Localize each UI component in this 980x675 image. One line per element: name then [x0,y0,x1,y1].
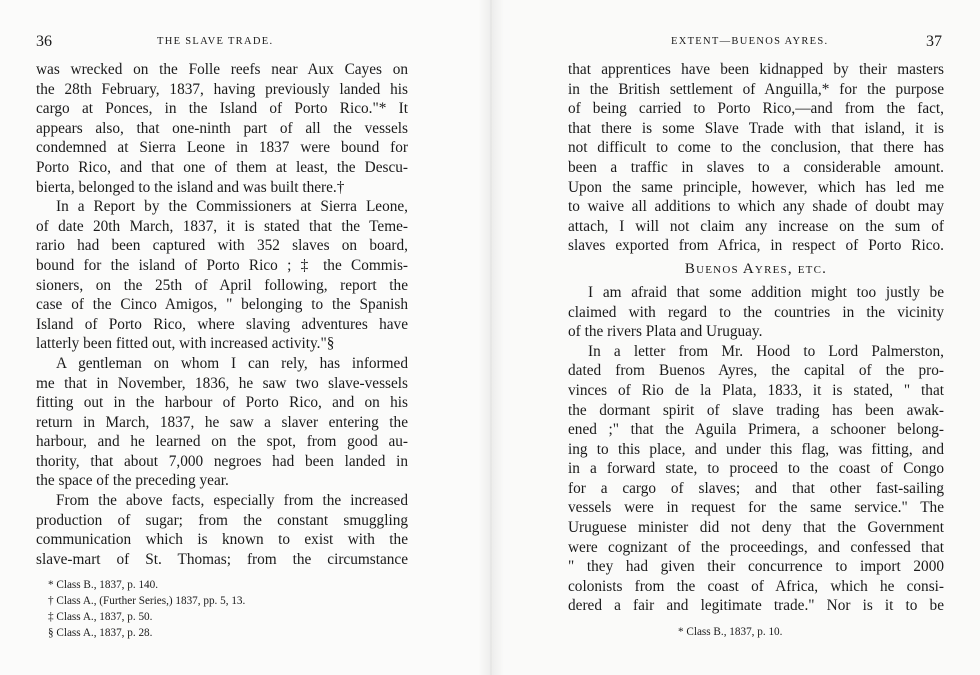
text-line: rario had been captured with 352 slaves on board, [36,237,408,255]
text-line: A gentleman on whom I can rely, has informed [56,354,408,372]
text-line: condemned at Sierra Leone in 1837 were bound for [36,139,408,157]
text-line: vinces of Rio de la Plata, 1833, it is stated, " that [568,381,944,399]
text-line: production of sugar; from the constant smuggling [36,511,408,529]
text-line: of being carried to Porto Rico,—and from the fact, [568,100,944,118]
section-heading: Buenos Ayres, etc. [684,260,828,277]
text-line: me that in November, 1836, he saw two slave-vessels [36,374,408,392]
text-line: fitting out in the harbour of Porto Rico, and on his [36,394,408,412]
text-line: dated from Buenos Ayres, the capital of the pro- [568,362,944,380]
left-running-head: THE SLAVE TRADE. [157,36,274,47]
book-gutter [478,0,504,675]
text-line: communication which is known to exist with the [36,531,408,549]
footnote: * Class B., 1837, p. 140. [48,579,159,591]
text-line: ened ;" that the Aguila Primera, a schooner belong- [568,421,944,439]
text-line: return in March, 1837, he saw a slaver entering the [36,413,408,431]
text-line: cargo at Ponces, in the Island of Porto Rico."* It [36,100,408,118]
text-line: slave-mart of St. Thomas; from the circumstance [36,550,408,568]
left-page-number: 36 [36,33,52,50]
text-line: in the British settlement of Anguilla,* for the purpose [568,80,944,98]
text-line: the dormant spirit of slave trading has been awak- [568,401,944,419]
text-line: was wrecked on the Folle reefs near Aux Cayes on [36,61,408,78]
footnote: § Class A., 1837, p. 28. [48,627,153,639]
text-line: for a cargo of slaves; and that other fast-sailing [568,479,944,497]
text-line: latterly been fitted out, with increased activity."§ [36,335,335,353]
text-line: appears also, that one-ninth part of all the vessels [36,119,408,137]
left-footnotes [48,577,245,641]
text-line: Island of Porto Rico, where slaving adventures have [36,315,408,333]
text-line: that apprentices have been kidnapped by their masters [568,61,944,78]
text-line: Upon the same principle, however, which has led me [568,178,944,196]
right-page [490,0,980,675]
text-line: In a Report by the Commissioners at Sierra Leone, [56,198,408,216]
text-line: bierta, belonged to the island and was built there.† [36,178,345,196]
text-line: Porto Rico, and that one of them at least, the Descu- [36,158,408,176]
text-line: claimed with regard to the countries in the vicinity [568,303,944,321]
text-line: were cognizant of the proceedings, and confessed that [568,538,944,556]
text-line: colonists from the coast of Africa, which he consi- [568,577,944,595]
text-line: ing to this place, and under this flag, was fitting, and [568,440,944,458]
footnote: * Class B., 1837, p. 10. [678,626,783,638]
text-line: I am afraid that some addition might too justly be [588,283,944,301]
text-line: slaves exported from Africa, in respect of Porto Rico. [568,237,944,255]
left-body-text [36,60,408,569]
text-line: Uruguese minister did not deny that the Government [568,519,944,537]
text-line: the 28th February, 1837, having previously landed his [36,80,408,98]
text-line: bound for the island of Porto Rico ; ‡ the Commis- [36,256,408,274]
text-line: sioners, on the 25th of April following, report the [36,276,408,294]
right-page-number: 37 [926,33,942,50]
text-line: harbour, and he learned on the spot, from good au- [36,433,408,451]
footnote: † Class A., (Further Series,) 1837, pp. 5, 13. [48,595,246,607]
right-footnotes [678,624,782,640]
text-line: not difficult to come to the conclusion, that there has [568,139,944,157]
footnote: ‡ Class A., 1837, p. 50. [48,611,153,623]
text-line: of date 20th March, 1837, it is stated that the Teme- [36,217,408,235]
text-line: been a traffic in slaves to a considerable amount. [568,158,944,176]
text-line: thority, that about 7,000 negroes had been landed in [36,452,408,470]
text-line: dered a fair and legitimate trade." Nor is it to be [568,597,944,615]
text-line: that there is some Slave Trade with that island, it is [568,119,944,137]
text-line: " they had given their concurrence to import 2000 [568,558,944,576]
text-line: to waive all additions to which any shade of doubt may [568,198,944,216]
text-line: the space of the preceding year. [36,472,229,490]
text-line: of the rivers Plata and Uruguay. [568,323,763,341]
text-line: in a forward state, to proceed to the coast of Congo [568,460,944,478]
text-line: vessels were in request for the same service." The [568,499,944,517]
text-line: attach, I will not claim any increase on the sum of [568,217,944,235]
text-line: In a letter from Mr. Hood to Lord Palmerston, [588,342,944,360]
text-line: From the above facts, especially from the increased [56,492,408,510]
right-running-head: EXTENT—BUENOS AYRES. [671,36,829,47]
right-body-text [568,60,944,616]
text-line: case of the Cinco Amigos, " belonging to the Spanish [36,296,408,314]
